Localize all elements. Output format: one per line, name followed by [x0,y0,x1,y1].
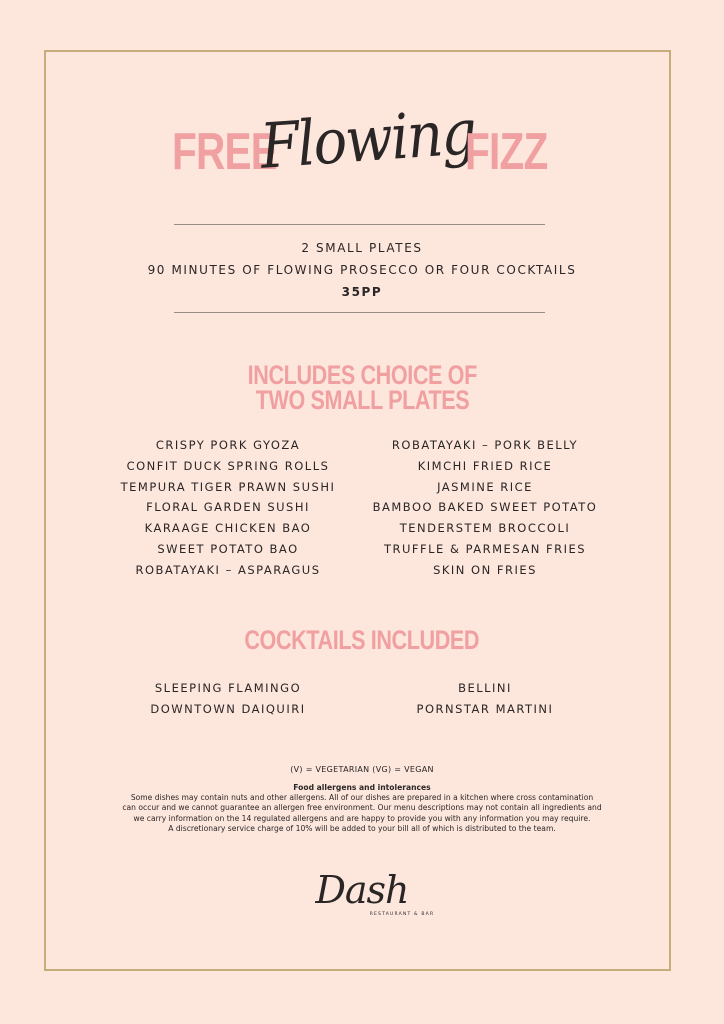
cocktail-item: DOWNTOWN DAIQUIRI [150,701,306,716]
cocktails-heading-text: COCKTAILS INCLUDED [244,625,480,655]
cocktail-item: PORNSTAR MARTINI [416,701,554,716]
cocktail-item: SLEEPING FLAMINGO [154,681,302,695]
plates-list-left [78,435,378,581]
plate-item: ROBATAYAKI – PORK BELLY [391,438,579,452]
title-fizz: FIZZ [465,123,548,181]
plates-heading-line1: INCLUDES CHOICE OF [247,360,477,390]
offer-line-plates: 2 SMALL PLATES [301,241,423,255]
divider-top [174,224,545,225]
plates-list-right [335,435,635,581]
plate-item: KIMCHI FRIED RICE [417,458,553,473]
plate-item: TRUFFLE & PARMESAN FRIES [383,541,587,556]
plate-item: SWEET POTATO BAO [157,541,299,556]
logo-script: Dash [315,868,409,912]
plate-item: ROBATAYAKI – ASPARAGUS [135,562,321,577]
plate-item: TENDERSTEM BROCCOLI [399,521,571,536]
allergen-heading: Food allergens and intolerances [293,783,431,792]
logo-subtitle: RESTAURANT & BAR [369,912,435,917]
cocktail-item: BELLINI [458,681,512,695]
cocktails-heading [0,625,724,655]
offer-line-drinks: 90 MINUTES OF FLOWING PROSECCO OR FOUR COCKTAILS [147,263,577,277]
service-charge-line: A discretionary service charge of 10% will be added to your bill all of which is distributed to the team. [168,823,556,833]
allergen-line: we carry information on the 14 regulated allergens and are happy to provide you with any information you may require. [133,813,591,823]
dash-logo [0,868,724,917]
menu-title [0,95,724,200]
offer-price: 35PP [341,285,383,299]
title-free: FREE [172,123,278,181]
plate-item: CRISPY PORK GYOZA [155,438,301,452]
dietary-key: (V) = VEGETARIAN (VG) = VEGAN [290,765,434,774]
plate-item: KARAAGE CHICKEN BAO [144,521,312,536]
plate-item: JASMINE RICE [437,479,533,494]
offer-block [0,237,724,303]
allergen-line: can occur and we cannot guarantee an allergen free environment. Our menu descriptions may not contain all ingredients and [122,803,602,813]
plate-item: BAMBOO BAKED SWEET POTATO [372,500,598,515]
title-flowing-script: Flowing [258,95,478,183]
plate-item: FLORAL GARDEN SUSHI [146,500,310,515]
cocktails-list-left [78,678,378,720]
plates-heading [0,360,724,415]
plate-item: TEMPURA TIGER PRAWN SUSHI [120,479,336,494]
cocktails-list-right [335,678,635,720]
divider-bottom [174,312,545,313]
allergen-notice [0,783,724,834]
plate-item: SKIN ON FRIES [433,562,537,577]
allergen-line: Some dishes may contain nuts and other allergens. All of our dishes are prepared in a kitchen where cross contamination [130,793,594,803]
plates-heading-line2: TWO SMALL PLATES [255,385,469,415]
plate-item: CONFIT DUCK SPRING ROLLS [126,458,330,473]
